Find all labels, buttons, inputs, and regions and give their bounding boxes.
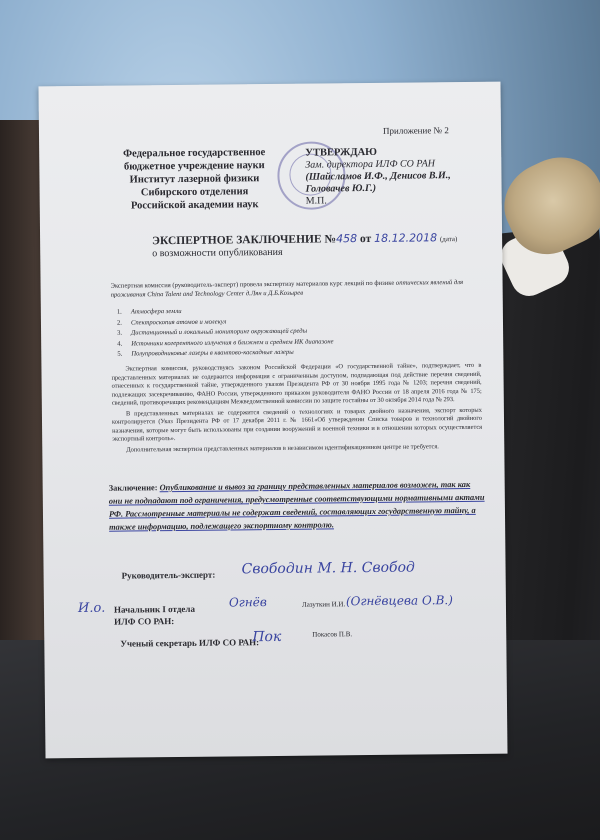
approve-title: УТВЕРЖДАЮ bbox=[305, 146, 378, 159]
approve-position: Зам. директора ИЛФ СО РАН bbox=[305, 158, 435, 171]
acting-mark: И.о. bbox=[77, 600, 106, 617]
org-line: Сибирского отделения bbox=[140, 186, 249, 199]
list-item: 1. Атмосфера земли bbox=[116, 307, 182, 316]
intro-text: Экспертная комиссия (руководитель-эксперт) провела экспертизу материалов курс лекций по физике bbox=[110, 279, 395, 290]
materials-list bbox=[117, 305, 334, 360]
conclusion-date: 18.12.2018 bbox=[373, 231, 438, 245]
expert-signature: Свободин М. Н. Свобод bbox=[241, 559, 415, 578]
title-prefix: ЭКСПЕРТНОЕ ЗАКЛЮЧЕНИЕ № bbox=[152, 233, 337, 248]
head-label: Начальник I отдела ИЛФ СО РАН: bbox=[113, 603, 195, 627]
title-from: от bbox=[359, 232, 372, 246]
org-line: Федеральное государственное bbox=[123, 147, 266, 160]
head-signature: Огнёв bbox=[228, 595, 267, 610]
document-sheet bbox=[38, 82, 507, 759]
approve-mp: М.П. bbox=[305, 195, 327, 207]
conclusion-number: 458 bbox=[335, 232, 358, 246]
appendix-label: Приложение № 2 bbox=[382, 125, 449, 136]
conclusion-text: Опубликование и вывоз за границу представленных материалов возможен, так как они не подпадают под ограничения, предусмотренные соответствующими нормативными актами РФ. Рассмотренные материалы не содержат сведений, составляющих государственную тайну, а также информацию, подлежащего экспортному контролю. bbox=[108, 479, 485, 532]
body-paragraph: Дополнительная экспертиза представленных материалов в независимом идентификационном центре не требуется. bbox=[126, 442, 439, 454]
document-title bbox=[152, 232, 457, 248]
org-line: Институт лазерной физики bbox=[129, 173, 260, 186]
list-item: 5. Полупроводниковые лазеры в квантово-каскадные лазеры bbox=[117, 348, 294, 358]
body-paragraph: Экспертная комиссия, руководствуясь законом Российской Федерации «О государственной тайне», подтверждает, что в представленных материалах не содержится информация с ограниченным доступом, подпадающая под действие перечня сведений, отнесенных к государственной тайне, утвержденного указом Президента РФ от 30 ноября 1995 года № 1203; перечня сведений, подлежащих засекречиванию, ФАНО России, утвержденного приказом руководителя ФАНО России от 18 апреля 2016 года № 175; сведений, противоречащих рекомендациям Межведомственной комиссии по защите гостайны от 30 октября 2014 года № 293. bbox=[111, 361, 482, 407]
approve-names-2: Головачев Ю.Г.) bbox=[305, 182, 377, 195]
body-text bbox=[111, 362, 482, 457]
document-subtitle: о возможности опубликования bbox=[152, 246, 283, 260]
conclusion-label: Заключение: bbox=[108, 483, 158, 493]
intro-paragraph bbox=[111, 278, 481, 300]
list-item: 4. Источники когерентного излучения в ближнем и среднем ИК диапазоне bbox=[117, 337, 334, 348]
list-item: 2. Спектроскопия атомов и молекул bbox=[116, 317, 227, 327]
org-line: бюджетное учреждение науки bbox=[123, 160, 265, 173]
head-name-handwritten: (Огнёвцева О.В.) bbox=[345, 593, 453, 609]
date-label: (дата) bbox=[439, 235, 458, 244]
list-item: 3. Дистанционный и локальный мониторинг окружающей среды bbox=[117, 327, 308, 337]
approve-names: (Шайсламов И.Ф., Денисов В.И., bbox=[305, 170, 451, 183]
approval-block bbox=[305, 146, 451, 208]
secretary-label: Ученый секретарь ИЛФ СО РАН: bbox=[120, 637, 260, 649]
expert-label: Руководитель-эксперт: bbox=[121, 569, 216, 581]
intro-italic-text: оптических явлений для проживания China Talent and Technology Center д.Лян и Д.Б.Козырев bbox=[110, 279, 464, 299]
organization-block bbox=[114, 146, 275, 213]
secretary-name: Покасов П.В. bbox=[312, 630, 353, 639]
secretary-signature: Пок bbox=[252, 628, 282, 646]
head-name: Лазуткин И.И. bbox=[301, 600, 346, 609]
body-paragraph: В представленных материалах не содержится сведений о технологиях и товарах двойного назначения, экспорт которых контролируется (Указ Президента РФ от 17 декабря 2011 г. № 1661«Об утверждении Списка товаров и технологий двойного назначения, которые могут быть использованы при создании вооружений и военной техники и в отношении которых осуществляется экспортный контроль». bbox=[111, 406, 483, 443]
org-line: Российской академии наук bbox=[130, 199, 259, 212]
conclusion-block bbox=[109, 478, 486, 534]
